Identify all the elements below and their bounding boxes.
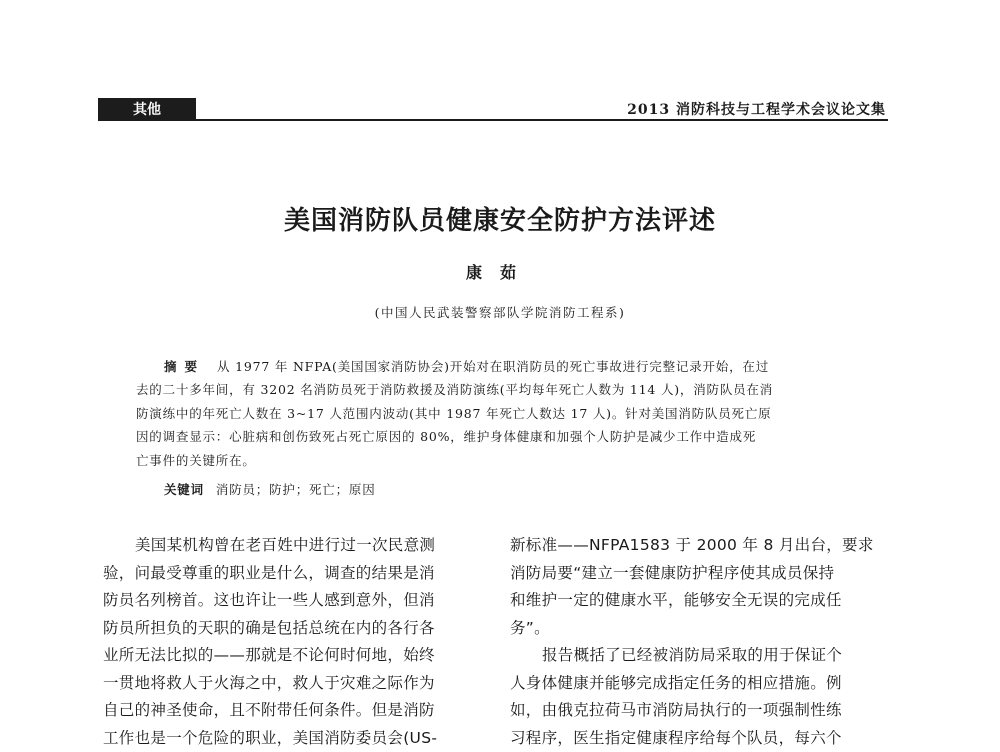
header-rule: [98, 119, 888, 121]
abstract-line: [136, 355, 863, 378]
abstract-text: 从 1977 年 NFPA(美国国家消防协会)开始对在职消防员的死亡事故进行完整记录开始，在过: [217, 359, 769, 374]
abstract: [136, 355, 863, 472]
body-line: 习程序，医生指定健康程序给每个队员，每六个: [510, 725, 905, 752]
keywords-text: 消防员；防护；死亡；原因: [216, 482, 376, 497]
abstract-label: 摘要: [164, 359, 205, 374]
body-line: 自己的神圣使命，且不附带任何条件。但是消防: [103, 697, 498, 725]
body-line: 防员名列榜首。这也许让一些人感到意外，但消: [103, 587, 498, 615]
body-line: 人身体健康并能够完成指定任务的相应措施。例: [510, 670, 905, 698]
body-line: 美国某机构曾在老百姓中进行过一次民意测: [103, 532, 498, 560]
abstract-line: 因的调查显示：心脏病和创伤致死占死亡原因的 80%，维护身体健康和加强个人防护是减少工作中造成死: [136, 425, 863, 448]
body-line: 务”。: [510, 615, 905, 643]
body-line: 防员所担负的天职的确是包括总统在内的各行各: [103, 615, 498, 643]
body-line: 业所无法比拟的——那就是不论何时何地，始终: [103, 642, 498, 670]
body-line: 和维护一定的健康水平，能够安全无误的完成任: [510, 587, 905, 615]
author-affiliation: (中国人民武装警察部队学院消防工程系): [0, 303, 1000, 321]
section-tag: 其他: [98, 98, 196, 119]
body-right-column: [510, 532, 905, 752]
abstract-line: 防演练中的年死亡人数在 3~17 人范围内波动(其中 1987 年死亡人数达 17 人)。针对美国消防队员死亡原: [136, 402, 863, 425]
keywords: [164, 480, 376, 498]
journal-title: 2013 消防科技与工程学术会议论文集: [627, 99, 886, 119]
keywords-label: 关键词: [164, 482, 204, 497]
abstract-line: 去的二十多年间，有 3202 名消防员死于消防救援及消防演练(平均每年死亡人数为 114 人)，消防队员在消: [136, 378, 863, 401]
body-line: 消防局要“建立一套健康防护程序使其成员保持: [510, 560, 905, 588]
body-line: 如，由俄克拉荷马市消防局执行的一项强制性练: [510, 697, 905, 725]
abstract-line: 亡事件的关键所在。: [136, 449, 863, 472]
body-line: 工作也是一个危险的职业，美国消防委员会(US-: [103, 725, 498, 752]
body-line: 一贯地将救人于火海之中，救人于灾难之际作为: [103, 670, 498, 698]
body-line: 验，问最受尊重的职业是什么，调查的结果是消: [103, 560, 498, 588]
author-name: 康茹: [0, 260, 1000, 283]
body-line: 新标准——NFPA1583 于 2000 年 8 月出台，要求: [510, 532, 905, 560]
article-title: 美国消防队员健康安全防护方法评述: [0, 200, 1000, 237]
body-left-column: [103, 532, 498, 752]
body-line: 报告概括了已经被消防局采取的用于保证个: [510, 642, 905, 670]
